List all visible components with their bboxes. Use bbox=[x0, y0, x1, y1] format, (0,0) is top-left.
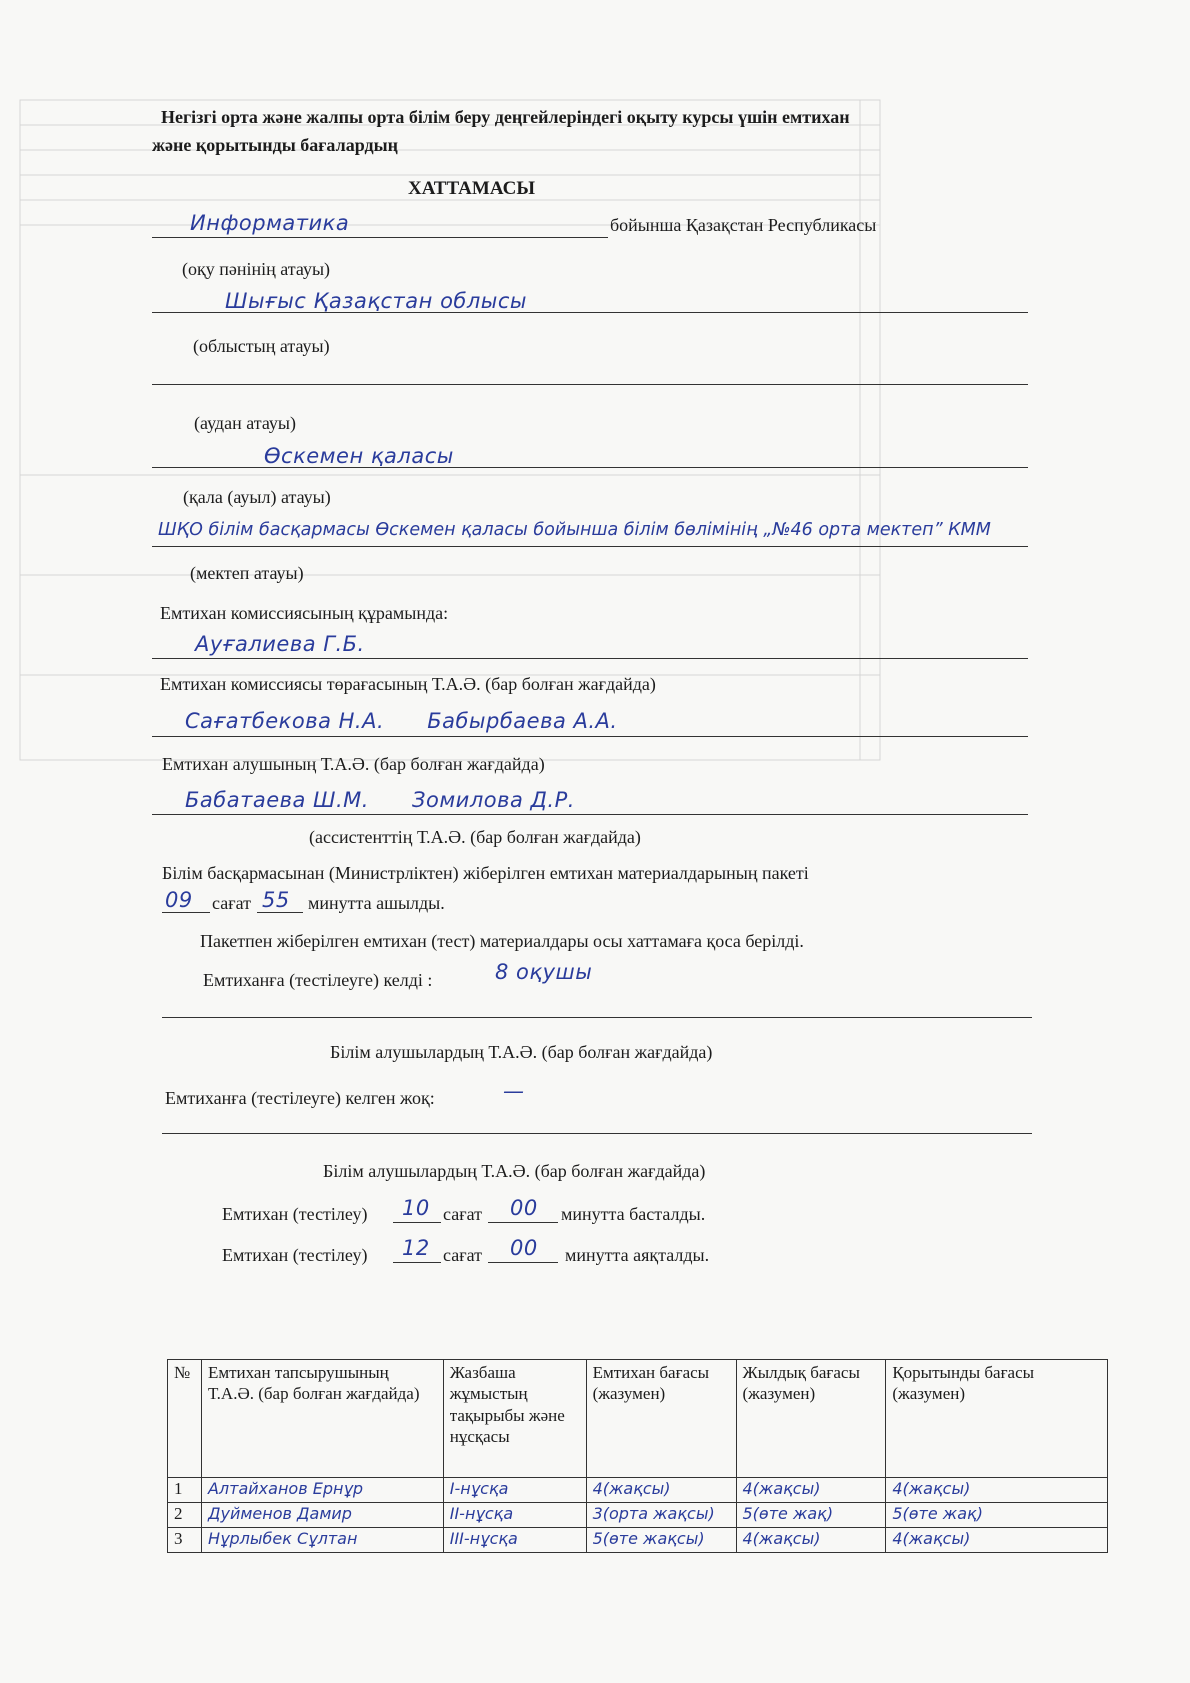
col-header-exam-grade: Емтихан бағасы (жазумен) bbox=[586, 1360, 736, 1478]
end-hour-line bbox=[393, 1262, 441, 1263]
came-line bbox=[162, 1017, 1032, 1018]
final-grade: 4(жақсы) bbox=[886, 1528, 1108, 1553]
year-grade: 5(өте жақ) bbox=[736, 1503, 886, 1528]
school-caption: (мектеп атауы) bbox=[190, 563, 304, 583]
row-number: 1 bbox=[168, 1478, 202, 1503]
came-label: Емтиханға (тестілеуге) келді : bbox=[203, 970, 433, 990]
end-suffix: минутта аяқталды. bbox=[565, 1245, 710, 1265]
year-grade: 4(жақсы) bbox=[736, 1528, 886, 1553]
absent-line bbox=[162, 1133, 1032, 1134]
commission-chair-line bbox=[152, 658, 1028, 659]
document-title: ХАТТАМАСЫ bbox=[408, 178, 535, 199]
col-header-year-grade: Жылдық бағасы (жазумен) bbox=[736, 1360, 886, 1478]
row-number: 3 bbox=[168, 1528, 202, 1553]
col-header-final-grade: Қорытынды бағасы (жазумен) bbox=[886, 1360, 1108, 1478]
package-hour: 09 bbox=[165, 888, 193, 912]
absent-value: — bbox=[503, 1079, 525, 1103]
commission-label: Емтихан комиссиясының құрамында: bbox=[160, 603, 449, 623]
final-grade: 5(өте жақ) bbox=[886, 1503, 1108, 1528]
end-prefix: Емтихан (тестілеу) bbox=[222, 1245, 368, 1265]
examiners-value: Сағатбекова Н.А. Бабырбаева А.А. bbox=[185, 709, 618, 733]
subject-caption: (оқу пәнінің атауы) bbox=[182, 259, 331, 279]
variant: І-нұсқа bbox=[443, 1478, 586, 1503]
final-grade: 4(жақсы) bbox=[886, 1478, 1108, 1503]
examiners-caption: Емтихан алушының Т.А.Ә. (бар болған жағдайда) bbox=[162, 754, 545, 774]
col-header-variant: Жазбаша жұмыстың тақырыбы және нұсқасы bbox=[443, 1360, 586, 1478]
student-name: Нұрлыбек Сұлтан bbox=[201, 1528, 443, 1553]
start-prefix: Емтихан (тестілеу) bbox=[222, 1204, 368, 1224]
col-header-number: № bbox=[168, 1360, 202, 1478]
table-row bbox=[168, 1503, 1108, 1528]
start-minute: 00 bbox=[510, 1196, 538, 1220]
end-minute-line bbox=[488, 1262, 558, 1263]
student-name: Алтайханов Ернұр bbox=[201, 1478, 443, 1503]
end-hour: 12 bbox=[402, 1236, 430, 1260]
col-header-name: Емтихан тапсырушының Т.А.Ә. (бар болған жағдайда) bbox=[201, 1360, 443, 1478]
came-caption: Білім алушылардың Т.А.Ә. (бар болған жағдайда) bbox=[330, 1042, 713, 1062]
assistants-line bbox=[152, 814, 1028, 815]
package-hour-label: сағат bbox=[212, 893, 251, 913]
package-minute-line bbox=[257, 912, 303, 913]
district-line bbox=[152, 384, 1028, 385]
year-grade: 4(жақсы) bbox=[736, 1478, 886, 1503]
results-table bbox=[167, 1359, 1108, 1553]
end-minute: 00 bbox=[510, 1236, 538, 1260]
assistants-value: Бабатаева Ш.М. Зомилова Д.Р. bbox=[185, 788, 575, 812]
region-line bbox=[152, 312, 1028, 313]
school-value: ШҚО білім басқармасы Өскемен қаласы бойынша білім бөлімінің „№46 орта мектеп” КММ bbox=[158, 520, 991, 540]
package-minute: 55 bbox=[262, 888, 290, 912]
city-value: Өскемен қаласы bbox=[264, 444, 454, 468]
region-value: Шығыс Қазақстан облысы bbox=[225, 289, 527, 313]
absent-label: Емтиханға (тестілеуге) келген жоқ: bbox=[165, 1088, 435, 1108]
came-value: 8 оқушы bbox=[495, 960, 593, 984]
header-line-2: және қорытынды бағалардың bbox=[152, 135, 398, 155]
variant: ІІІ-нұсқа bbox=[443, 1528, 586, 1553]
package-line-1: Білім басқармасынан (Министрліктен) жіберілген емтихан материалдарының пакеті bbox=[162, 863, 809, 883]
city-line bbox=[152, 467, 1028, 468]
city-caption: (қала (ауыл) атауы) bbox=[183, 487, 331, 507]
row-number: 2 bbox=[168, 1503, 202, 1528]
subject-value: Информатика bbox=[190, 211, 350, 235]
student-name: Дуйменов Дамир bbox=[201, 1503, 443, 1528]
exam-grade: 5(өте жақсы) bbox=[586, 1528, 736, 1553]
exam-grade: 4(жақсы) bbox=[586, 1478, 736, 1503]
start-minute-line bbox=[488, 1222, 558, 1223]
start-hour-label: сағат bbox=[443, 1204, 482, 1224]
header-line-1: Негізгі орта және жалпы орта білім беру деңгейлеріндегі оқыту курсы үшін емтихан bbox=[161, 107, 850, 127]
commission-chair-value: Ауғалиева Г.Б. bbox=[195, 632, 365, 656]
subject-line bbox=[152, 237, 608, 238]
subject-suffix: бойынша Қазақстан Республикасы bbox=[610, 215, 877, 235]
exam-grade: 3(орта жақсы) bbox=[586, 1503, 736, 1528]
package-hour-line bbox=[162, 912, 210, 913]
commission-chair-caption: Емтихан комиссиясы төрағасының Т.А.Ә. (бар болған жағдайда) bbox=[160, 674, 656, 694]
package-minute-label: минутта ашылды. bbox=[308, 893, 445, 913]
examiners-line bbox=[152, 736, 1028, 737]
school-line bbox=[152, 546, 1028, 547]
start-hour-line bbox=[393, 1222, 441, 1223]
district-caption: (аудан атауы) bbox=[194, 413, 296, 433]
start-hour: 10 bbox=[402, 1196, 430, 1220]
table-row bbox=[168, 1478, 1108, 1503]
package-attached: Пакетпен жіберілген емтихан (тест) материалдары осы хаттамаға қоса берілді. bbox=[200, 931, 804, 951]
region-caption: (облыстың атауы) bbox=[193, 336, 330, 356]
start-suffix: минутта басталды. bbox=[561, 1204, 706, 1224]
assistants-caption: (ассистенттің Т.А.Ә. (бар болған жағдайда) bbox=[309, 827, 641, 847]
end-hour-label: сағат bbox=[443, 1245, 482, 1265]
variant: ІІ-нұсқа bbox=[443, 1503, 586, 1528]
table-header-row bbox=[168, 1360, 1108, 1478]
table-row bbox=[168, 1528, 1108, 1553]
absent-caption: Білім алушылардың Т.А.Ә. (бар болған жағдайда) bbox=[323, 1161, 706, 1181]
